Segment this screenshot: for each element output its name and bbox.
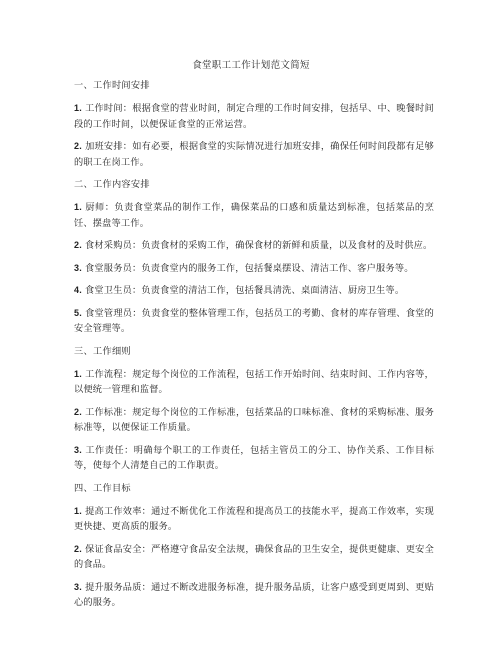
section-heading: 三、工作细则 bbox=[74, 345, 131, 357]
item-text: 工作时间：根据食堂的营业时间，制定合理的工作时间安排，包括早、中、晚餐时间段的工作时间，以便保证食堂的正常运营。 bbox=[74, 103, 434, 130]
paragraph bbox=[74, 504, 434, 535]
item-text: 食堂服务员：负责食堂内的服务工作，包括餐桌摆设、清洁工作、客户服务等。 bbox=[81, 262, 414, 274]
paragraph bbox=[74, 101, 434, 132]
item-number: 1. bbox=[74, 368, 82, 379]
item-text: 厨师：负责食堂菜品的制作工作，确保菜品的口感和质量达到标准，包括菜品的烹饪、摆盘等工作。 bbox=[74, 202, 434, 229]
paragraph bbox=[74, 580, 434, 611]
paragraph bbox=[74, 306, 434, 337]
item-number: 3. bbox=[74, 581, 82, 592]
document-title: 食堂职工工作计划范文简短 bbox=[192, 60, 310, 71]
paragraph bbox=[74, 542, 434, 573]
item-number: 2. bbox=[74, 141, 82, 151]
item-number: 1. bbox=[74, 103, 82, 113]
paragraph bbox=[74, 405, 434, 436]
paragraph bbox=[74, 139, 434, 170]
section-work-content bbox=[74, 179, 434, 337]
item-number: 3. bbox=[74, 444, 82, 455]
item-text: 提高工作效率：通过不断优化工作流程和提高员工的技能水平，提高工作效率，实现更快捷、更高质的服务。 bbox=[74, 505, 434, 532]
paragraph bbox=[74, 261, 434, 277]
item-text: 工作责任：明确每个职工的工作责任，包括主管员工的分工、协作关系、工作目标等，使每个人清楚自己的工作职责。 bbox=[74, 444, 434, 471]
item-text: 食堂管理员：负责食堂的整体管理工作，包括员工的考勤、食材的库存管理、食堂的安全管理等。 bbox=[74, 307, 434, 334]
item-number: 2. bbox=[74, 543, 82, 554]
paragraph bbox=[74, 367, 434, 398]
item-text: 保证食品安全：严格遵守食品安全法规，确保食品的卫生安全，提供更健康、更安全的食品。 bbox=[74, 543, 434, 570]
section-heading: 二、工作内容安排 bbox=[74, 179, 150, 190]
item-number: 2. bbox=[74, 406, 82, 417]
section-work-rules bbox=[74, 346, 434, 474]
item-text: 提升服务品质：通过不断改进服务标准，提升服务品质，让客户感受到更周到、更贴心的服务。 bbox=[74, 581, 434, 608]
document-body bbox=[74, 80, 434, 611]
item-number: 2. bbox=[74, 240, 82, 250]
item-number: 3. bbox=[74, 262, 82, 273]
item-text: 工作流程：规定每个岗位的工作流程，包括工作开始时间、结束时间、工作内容等，以便统一管理和监督。 bbox=[74, 368, 434, 395]
item-text: 食堂卫生员：负责食堂的清洁工作，包括餐具清洗、桌面清洁、厨房卫生等。 bbox=[81, 285, 405, 296]
section-heading: 一、工作时间安排 bbox=[74, 80, 150, 91]
paragraph bbox=[74, 283, 434, 299]
paragraph bbox=[74, 200, 434, 231]
section-work-time bbox=[74, 80, 434, 170]
item-text: 加班安排：如有必要，根据食堂的实际情况进行加班安排，确保任何时间段都有足够的职工在岗工作。 bbox=[74, 141, 434, 168]
item-number: 1. bbox=[74, 505, 82, 516]
item-number: 1. bbox=[74, 202, 82, 212]
item-number: 5. bbox=[74, 307, 82, 318]
item-text: 食材采购员：负责食材的采购工作，确保食材的新鲜和质量，以及食材的及时供应。 bbox=[81, 240, 433, 251]
paragraph bbox=[74, 443, 434, 474]
paragraph bbox=[74, 238, 434, 254]
item-number: 4. bbox=[74, 285, 82, 295]
section-heading: 四、工作目标 bbox=[74, 482, 131, 494]
section-work-goals bbox=[74, 483, 434, 611]
item-text: 工作标准：规定每个岗位的工作标准，包括菜品的口味标准、食材的采购标准、服务标准等，以便保证工作质量。 bbox=[74, 406, 434, 433]
